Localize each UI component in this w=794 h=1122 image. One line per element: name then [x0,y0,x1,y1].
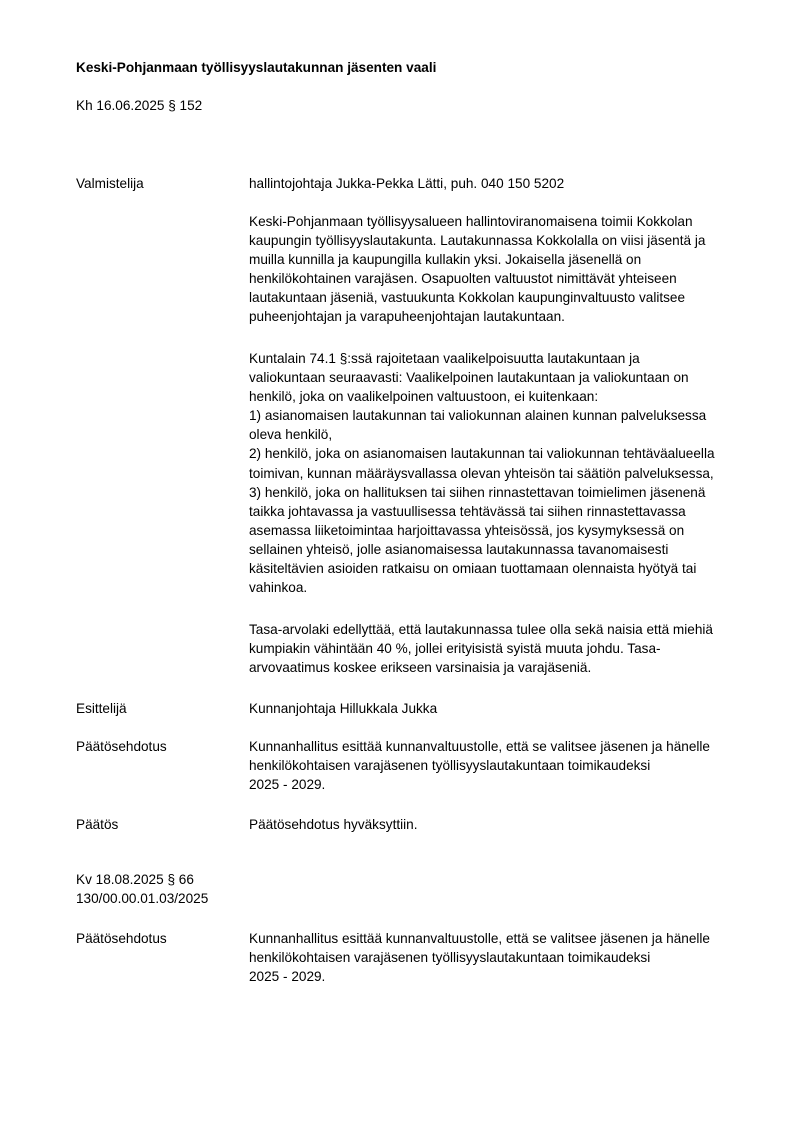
paatos-text: Päätösehdotus hyväksyttiin. [249,817,418,832]
paragraph-line: kaupungin työllisyyslautakunta. Lautakunnassa Kokkolalla on viisi jäsentä ja [249,233,706,249]
paragraph-line: vahinkoa. [249,580,308,596]
paragraph-line: taikka johtavassa ja vastuullisessa tehtävässä tai siihen rinnastettavassa [249,503,686,519]
paragraph-line: kumpiakin vähintään 40 %, jollei erityisistä syistä muuta johdu. Tasa- [249,641,661,657]
diary-number: 130/00.00.01.03/2025 [76,891,209,906]
paragraph-line: valiokuntaan seuraavasti: Vaalikelpoinen lautakuntaan ja valiokuntaan on [249,370,689,386]
paragraph-line: 2025 - 2029. [249,777,326,793]
esittelija-text: Kunnanjohtaja Hillukkala Jukka [249,701,438,716]
paragraph-line: puheenjohtajan ja varapuheenjohtajan lautakuntaan. [249,309,565,325]
paragraph-line: 2025 - 2029. [249,969,326,985]
paragraph-line: Kunnanhallitus esittää kunnanvaltuustolle, että se valitsee jäsenen ja hänelle [249,931,710,946]
paragraph-3 [249,620,764,677]
valmistelija-label: Valmistelija [76,176,144,191]
paatosehdotus-text [249,737,764,794]
paragraph-line: sellainen yhteisö, jolle asianomaisessa lautakunnassa tavanomaisesti [249,541,669,557]
paragraph-line: Kuntalain 74.1 §:ssä rajoitetaan vaalikelpoisuutta lautakuntaan ja [249,351,640,366]
paatosehdotus-text-2 [249,929,764,986]
esittelija-value [249,699,764,718]
paragraph-line: 3) henkilö, joka on hallituksen tai siihen rinnastettavan toimielimen jäsenenä [249,484,706,500]
paragraph-line: Tasa-arvolaki edellyttää, että lautakunnassa tulee olla sekä naisia että miehiä [249,622,713,637]
paragraph-line: henkilökohtaisen varajäsenen työllisyyslautakuntaan toimikaudeksi [249,758,651,774]
paatos-value [249,815,764,834]
paragraph-line: henkilökohtaisen varajäsenen työllisyyslautakuntaan toimikaudeksi [249,950,651,966]
paragraph-2 [249,349,764,597]
valmistelija-value [249,174,764,193]
valmistelija-text: hallintojohtaja Jukka-Pekka Lätti, puh. 040 150 5202 [249,176,565,191]
paragraph-line: arvovaatimus koskee erikseen varsinaisia ja varajäseniä. [249,660,592,676]
kv-reference: Kv 18.08.2025 § 66 [76,872,194,887]
paragraph-line: oleva henkilö, [249,427,333,443]
paragraph-line: Keski-Pohjanmaan työllisyysalueen hallintoviranomaisena toimii Kokkolan [249,214,693,229]
paragraph-line: toimivan, kunnan määräysvallassa olevan yhteisön tai säätiön palveluksessa, [249,465,714,481]
paragraph-line: lautakuntaan jäseniä, vastuukunta Kokkolan kaupunginvaltuusto valitsee [249,290,686,306]
esittelija-label: Esittelijä [76,701,127,716]
paragraph-line: henkilökohtainen varajäsen. Osapuolten valtuustot nimittävät yhteiseen [249,271,677,287]
paragraph-line: asemassa liiketoimintaa harjoittavassa yhteisössä, jos kysymyksessä on [249,522,685,538]
kh-reference: Kh 16.06.2025 § 152 [76,98,203,113]
paragraph-line: Kunnanhallitus esittää kunnanvaltuustolle, että se valitsee jäsenen ja hänelle [249,739,710,754]
paragraph-line: muilla kunnilla ja kaupungilla kullakin yksi. Jokaisella jäsenellä on [249,252,642,268]
paragraph-line: käsiteltävien asioiden ratkaisu on omiaan tuottamaan olennaista hyötyä tai [249,561,697,577]
paragraph-line: 2) henkilö, joka on asianomaisen lautakunnan tai valiokunnan tehtäväalueella [249,446,715,462]
paragraph-1 [249,212,764,327]
paragraph-line: 1) asianomaisen lautakunnan tai valiokunnan alainen kunnan palveluksessa [249,408,707,424]
paatosehdotus-label: Päätösehdotus [76,739,167,754]
paatos-label: Päätös [76,817,119,832]
document-title: Keski-Pohjanmaan työllisyyslautakunnan jäsenten vaali [76,60,437,75]
paragraph-line: henkilö, joka on vaalikelpoinen valtuustoon, ei kuitenkaan: [249,389,599,405]
paatosehdotus-label-2: Päätösehdotus [76,931,167,946]
